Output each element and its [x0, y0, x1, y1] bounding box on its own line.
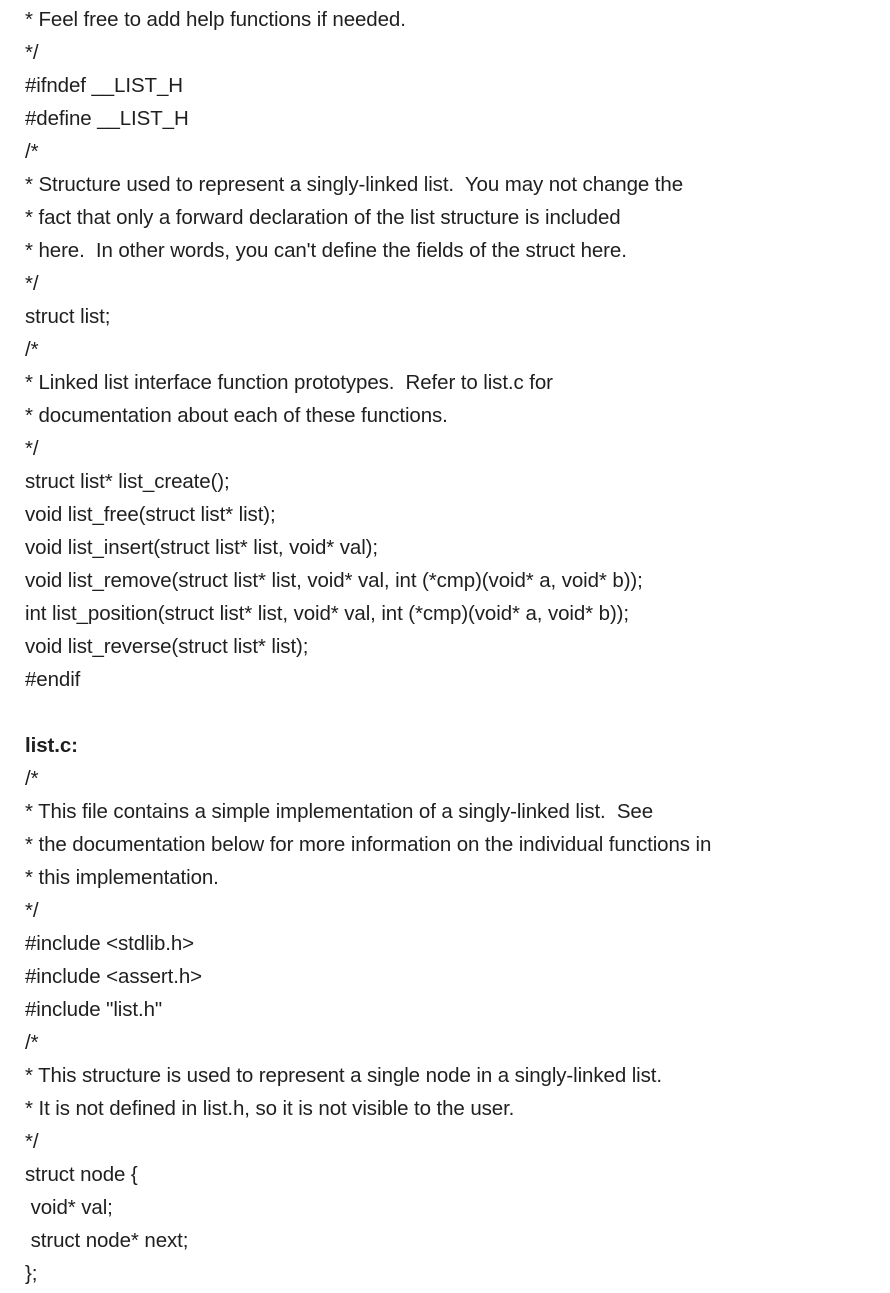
- list-h-code-block: [25, 3, 875, 696]
- code-line: * the documentation below for more information on the individual functions in: [25, 833, 712, 856]
- code-line: struct list* list_create();: [25, 470, 230, 493]
- code-line: /*: [25, 140, 39, 163]
- code-line: int list_position(struct list* list, void* val, int (*cmp)(void* a, void* b));: [25, 602, 629, 625]
- code-line: * This structure is used to represent a single node in a singly-linked list.: [25, 1064, 662, 1087]
- code-line: /*: [25, 1031, 39, 1054]
- code-line: */: [25, 1130, 39, 1153]
- code-line: void* val;: [25, 1196, 113, 1219]
- list-c-heading: list.c:: [25, 734, 78, 757]
- code-line: #endif: [25, 668, 81, 691]
- code-line: * documentation about each of these functions.: [25, 404, 448, 427]
- code-line: void list_insert(struct list* list, void* val);: [25, 536, 379, 559]
- document-body: [25, 3, 875, 1290]
- code-line: #define __LIST_H: [25, 107, 189, 130]
- list-c-code-block: [25, 762, 875, 1290]
- code-line: /*: [25, 338, 39, 361]
- code-line: struct node {: [25, 1163, 138, 1186]
- code-line: * this implementation.: [25, 866, 219, 889]
- code-line: };: [25, 1262, 38, 1285]
- code-line: * Linked list interface function prototypes. Refer to list.c for: [25, 371, 553, 394]
- spacer: [25, 696, 875, 729]
- code-line: struct list;: [25, 305, 111, 328]
- code-line: void list_remove(struct list* list, void* val, int (*cmp)(void* a, void* b));: [25, 569, 643, 592]
- code-line: * Feel free to add help functions if needed.: [25, 8, 406, 31]
- code-line: * Structure used to represent a singly-linked list. You may not change the: [25, 173, 683, 196]
- code-line: void list_free(struct list* list);: [25, 503, 276, 526]
- code-line: */: [25, 41, 39, 64]
- code-line: #include "list.h": [25, 998, 163, 1021]
- code-line: #include <assert.h>: [25, 965, 203, 988]
- code-line: * This file contains a simple implementation of a singly-linked list. See: [25, 800, 654, 823]
- code-line: #include <stdlib.h>: [25, 932, 195, 955]
- code-line: */: [25, 437, 39, 460]
- code-line: * here. In other words, you can't define the fields of the struct here.: [25, 239, 627, 262]
- code-line: */: [25, 272, 39, 295]
- code-line: /*: [25, 767, 39, 790]
- code-line: #ifndef __LIST_H: [25, 74, 183, 97]
- code-line: struct node* next;: [25, 1229, 189, 1252]
- code-line: * It is not defined in list.h, so it is not visible to the user.: [25, 1097, 515, 1120]
- code-line: void list_reverse(struct list* list);: [25, 635, 309, 658]
- code-line: * fact that only a forward declaration of the list structure is included: [25, 206, 621, 229]
- code-line: */: [25, 899, 39, 922]
